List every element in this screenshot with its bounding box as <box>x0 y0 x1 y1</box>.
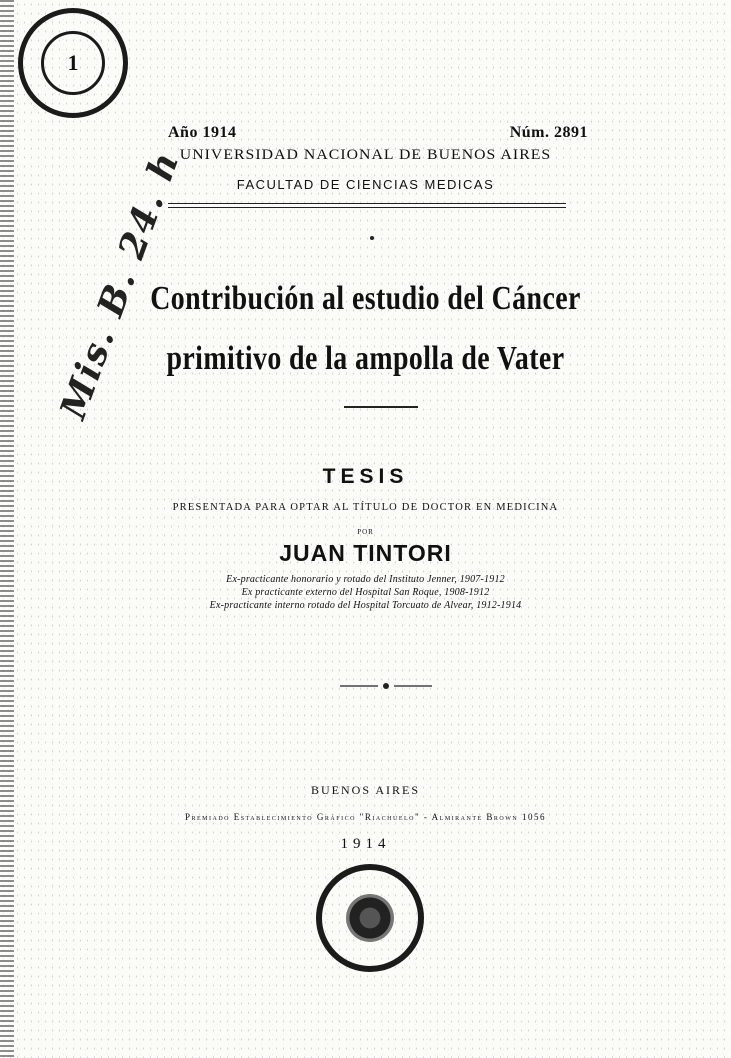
year-label: Año 1914 <box>168 124 237 141</box>
number-label: Núm. 2891 <box>509 124 588 141</box>
imprint-city: BUENOS AIRES <box>310 783 420 797</box>
title-rule <box>344 406 418 408</box>
title-line-1: Contribución al estudio del Cáncer <box>150 280 581 317</box>
presented-line: PRESENTADA PARA OPTAR AL TÍTULO DE DOCTOR EN MEDICINA <box>172 502 559 513</box>
header-rule-thin <box>168 207 566 208</box>
credential-line: Ex-practicante interno rotado del Hospital Torcuato de Alvear, 1912-1914 <box>209 600 522 611</box>
credential-line: Ex-practicante honorario y rotado del Instituto Jenner, 1907-1912 <box>226 574 505 585</box>
credential-line: Ex practicante externo del Hospital San Roque, 1908-1912 <box>241 587 490 598</box>
library-stamp-top-center: 1 <box>41 31 105 95</box>
imprint-year: 1914 <box>340 836 391 852</box>
header-row <box>168 124 588 142</box>
library-stamp-bottom-emblem <box>346 894 394 942</box>
handwritten-shelfmark: Mis. B. 24. h <box>52 145 188 425</box>
library-stamp-bottom <box>316 864 424 972</box>
ornament-dot <box>370 236 374 240</box>
author-name: JUAN TINTORI <box>279 540 452 566</box>
imprint-printer: Premiado Establecimiento Gráfico "Riachuelo" - Almirante Brown 1056 <box>184 812 546 822</box>
ornament-rule <box>340 680 432 692</box>
thesis-label: TESIS <box>322 465 409 488</box>
por-label: POR <box>357 528 374 536</box>
title-line-2: primitivo de la ampolla de Vater <box>166 340 565 377</box>
university-name: UNIVERSIDAD NACIONAL DE BUENOS AIRES <box>179 147 552 163</box>
library-stamp-top <box>18 8 128 118</box>
faculty-name: FACULTAD DE CIENCIAS MEDICAS <box>236 177 495 192</box>
header-rule <box>168 203 566 204</box>
